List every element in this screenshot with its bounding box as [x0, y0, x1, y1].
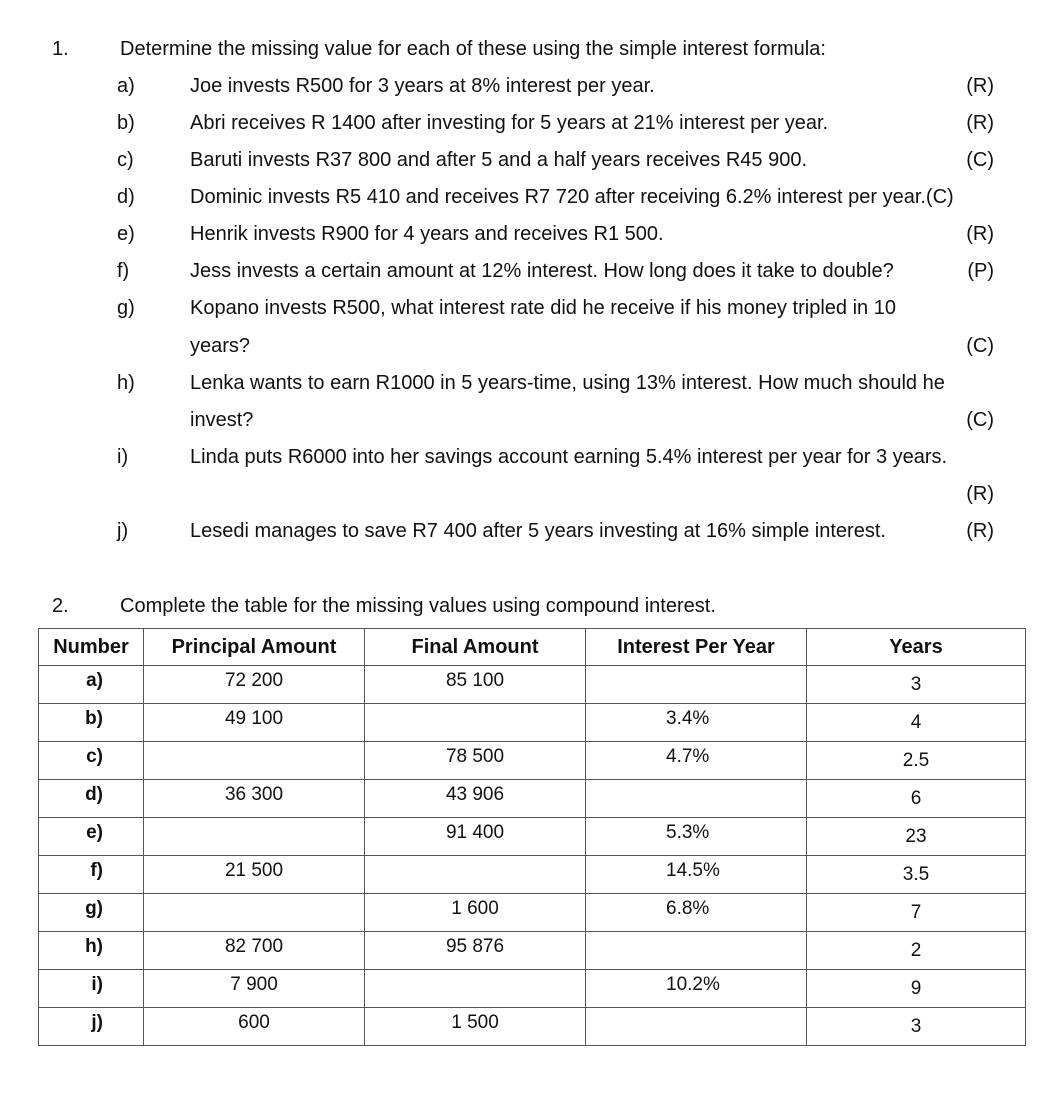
item-letter: f) [117, 260, 130, 282]
table-row [39, 932, 1026, 970]
years-cell: 3 [807, 1008, 1026, 1046]
question-1-item [0, 149, 1056, 179]
final-cell: 91 400 [365, 818, 586, 856]
column-header-rate: Interest Per Year [586, 629, 807, 666]
rate-cell [586, 932, 807, 970]
question-1-item [0, 186, 1056, 216]
row-number: e) [39, 818, 144, 856]
item-text: Linda puts R6000 into her savings account earning 5.4% interest per year for 3 years. [190, 446, 948, 468]
item-letter: j) [117, 520, 129, 542]
table-row [39, 894, 1026, 932]
item-letter: e) [117, 223, 135, 245]
item-code: (C) [966, 409, 994, 431]
table-row [39, 704, 1026, 742]
final-cell: 95 876 [365, 932, 586, 970]
column-header-principal: Principal Amount [144, 629, 365, 666]
final-cell [365, 856, 586, 894]
question-1-item [0, 75, 1056, 105]
row-number: f) [39, 856, 144, 894]
years-cell: 23 [807, 818, 1026, 856]
item-text: Henrik invests R900 for 4 years and receives R1 500. [190, 223, 664, 245]
question-1-item [0, 112, 1056, 142]
row-number: h) [39, 932, 144, 970]
item-letter: a) [117, 75, 135, 97]
question-1-item [0, 372, 1056, 402]
item-letter: c) [117, 149, 134, 171]
item-letter: h) [117, 372, 135, 394]
row-number: j) [39, 1008, 144, 1046]
years-cell: 3.5 [807, 856, 1026, 894]
rate-cell: 10.2% [586, 970, 807, 1008]
item-code: (R) [966, 483, 994, 505]
final-cell [365, 704, 586, 742]
rate-cell: 14.5% [586, 856, 807, 894]
item-code: (C) [966, 335, 994, 357]
question-1-item-continuation [0, 483, 1056, 513]
final-cell: 43 906 [365, 780, 586, 818]
principal-cell: 82 700 [144, 932, 365, 970]
row-number: c) [39, 742, 144, 780]
item-text: Lenka wants to earn R1000 in 5 years-time, using 13% interest. How much should he [190, 372, 945, 394]
rate-cell [586, 666, 807, 704]
item-letter: i) [117, 446, 129, 468]
years-cell: 2.5 [807, 742, 1026, 780]
item-text: Lesedi manages to save R7 400 after 5 years investing at 16% simple interest. [190, 520, 886, 542]
final-cell: 78 500 [365, 742, 586, 780]
table-row [39, 666, 1026, 704]
item-letter: b) [117, 112, 135, 134]
question-1-number: 1. [52, 38, 69, 60]
item-code: (R) [966, 520, 994, 542]
question-1-item [0, 223, 1056, 253]
rate-cell: 4.7% [586, 742, 807, 780]
column-header-years: Years [807, 629, 1026, 666]
item-letter: g) [117, 297, 135, 319]
question-1-item [0, 520, 1056, 550]
rate-cell [586, 780, 807, 818]
years-cell: 3 [807, 666, 1026, 704]
item-text: invest? [190, 409, 254, 431]
years-cell: 7 [807, 894, 1026, 932]
question-2-title: Complete the table for the missing values using compound interest. [120, 595, 716, 617]
table-row [39, 970, 1026, 1008]
principal-cell: 21 500 [144, 856, 365, 894]
principal-cell [144, 894, 365, 932]
principal-cell [144, 818, 365, 856]
principal-cell: 36 300 [144, 780, 365, 818]
table-header-row [39, 629, 1026, 666]
item-code: (R) [966, 223, 994, 245]
item-text: years? [190, 335, 251, 357]
years-cell: 2 [807, 932, 1026, 970]
years-cell: 9 [807, 970, 1026, 1008]
item-letter: d) [117, 186, 135, 208]
table-row [39, 818, 1026, 856]
principal-cell: 72 200 [144, 666, 365, 704]
table-row [39, 742, 1026, 780]
item-text: Kopano invests R500, what interest rate did he receive if his money tripled in 10 [190, 297, 896, 319]
principal-cell: 600 [144, 1008, 365, 1046]
final-cell: 1 500 [365, 1008, 586, 1046]
principal-cell [144, 742, 365, 780]
years-cell: 6 [807, 780, 1026, 818]
final-cell [365, 970, 586, 1008]
question-1-title: Determine the missing value for each of these using the simple interest formula: [120, 38, 826, 60]
rate-cell: 5.3% [586, 818, 807, 856]
item-text: Jess invests a certain amount at 12% interest. How long does it take to double? [190, 260, 894, 282]
item-text: Dominic invests R5 410 and receives R7 720 after receiving 6.2% interest per year.(C) [190, 186, 954, 208]
table-row [39, 856, 1026, 894]
table-row [39, 1008, 1026, 1046]
column-header-number: Number [39, 629, 144, 666]
compound-interest-table [38, 628, 1026, 1046]
column-header-final: Final Amount [365, 629, 586, 666]
item-text: Abri receives R 1400 after investing for 5 years at 21% interest per year. [190, 112, 829, 134]
row-number: a) [39, 666, 144, 704]
table-row [39, 780, 1026, 818]
final-cell: 1 600 [365, 894, 586, 932]
item-code: (C) [966, 149, 994, 171]
row-number: d) [39, 780, 144, 818]
final-cell: 85 100 [365, 666, 586, 704]
item-code: (P) [967, 260, 994, 282]
question-1-item [0, 260, 1056, 290]
row-number: g) [39, 894, 144, 932]
question-1-item-continuation [0, 409, 1056, 439]
rate-cell [586, 1008, 807, 1046]
principal-cell: 7 900 [144, 970, 365, 1008]
rate-cell: 3.4% [586, 704, 807, 742]
rate-cell: 6.8% [586, 894, 807, 932]
item-code: (R) [966, 112, 994, 134]
question-1-item [0, 446, 1056, 476]
question-1-item [0, 297, 1056, 327]
item-text: Joe invests R500 for 3 years at 8% interest per year. [190, 75, 655, 97]
question-2-number: 2. [52, 595, 69, 617]
item-text: Baruti invests R37 800 and after 5 and a half years receives R45 900. [190, 149, 808, 171]
row-number: b) [39, 704, 144, 742]
item-code: (R) [966, 75, 994, 97]
years-cell: 4 [807, 704, 1026, 742]
row-number: i) [39, 970, 144, 1008]
question-1-item-continuation [0, 335, 1056, 365]
principal-cell: 49 100 [144, 704, 365, 742]
